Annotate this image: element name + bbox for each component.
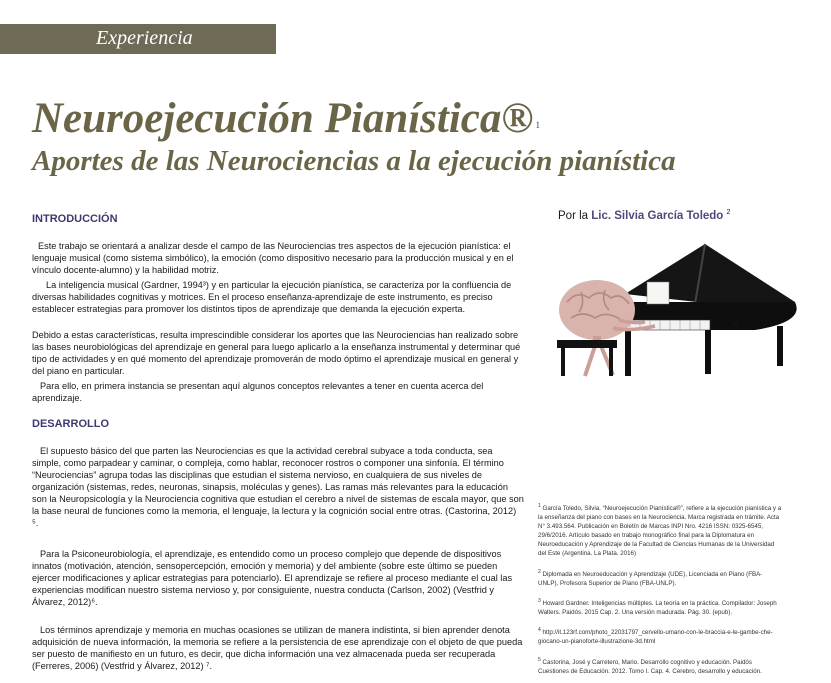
- intro-paragraph-4: Para ello, en primera instancia se presentan aquí algunos conceptos relevantes a tener en cuenta acerca del aprendizaje.: [32, 381, 484, 403]
- footnote-4: [538, 626, 782, 646]
- footnote-1: [538, 502, 782, 558]
- desarrollo-paragraph-1: El supuesto básico del que parten las Neurociencias es que la actividad cerebral subyace a toda conducta, sea simple, como parpadear y caminar, o compleja, como hablar, reconocer rostros o componer una sinfonía. El término “Neurociencias” agrupa todas las disciplinas que estudian el sistema nervioso, en cualquiera de sus niveles de organización (sistemas, redes, neuronas, sinapsis, moléculas y genes). Las ramas más relevantes para la educación son la Neuropsicología y la Neurociencia cognitiva que estudian el cerebro a nivel de sistemas de escala mayor, que son la base neural de funciones como la memoria, el lenguaje, la lectura y la cognición social entre otras. (Castorina, 2012) ⁵.: [32, 446, 524, 528]
- footnote-number: 1: [538, 503, 541, 509]
- section-label: Experiencia: [96, 27, 193, 49]
- footnote-text: http://it.123rf.com/photo_22031797_cervello-umano-con-le-braccia-e-le-gambe-che-giocano-un-pianoforte-illustrazione-3d.html: [538, 629, 773, 646]
- brain-playing-piano-icon: [555, 232, 805, 382]
- title-text: Neuroejecución Pianística®: [32, 95, 534, 142]
- intro-paragraph-1: Este trabajo se orientará a analizar desde el campo de las Neurociencias tres aspectos de la ejecución pianística: el lenguaje musical (como sistema simbólico), la emoción (como dispositivo necesario para la producción musical y en el vínculo docente-alumno) y la habilidad motriz.: [32, 241, 514, 275]
- author-footnote-ref: 2: [726, 209, 731, 216]
- figure-footnote-ref: 4: [734, 322, 738, 328]
- footnote-number: 2: [538, 569, 541, 575]
- author-name: Lic. Silvia García Toledo: [591, 209, 724, 222]
- footnote-number: 4: [538, 627, 541, 633]
- footnote-text: Castorina, José y Carretero, Mario. Desarrollo cognitivo y educación. Paidós Cuestiones de Educación. 2012. Tomo I. Cap. 4. Cerebro, desarrollo y educación.: [538, 659, 762, 676]
- title-footnote-ref: 1: [535, 120, 541, 130]
- article-subtitle: Aportes de las Neurociencias a la ejecución pianística: [32, 145, 676, 177]
- desarrollo-paragraph-2: Para la Psiconeurobiología, el aprendizaje, es entendido como un proceso complejo que depende de dispositivos innatos (motivación, atención, sensopercepción, emoción y memoria) y del ambiente (sobre este último se pueden ejercer modificaciones y aplicar estrategias para potenciarlo). El aprendizaje se refiere al proceso mediante el cual las experiencias modifican nuestro sistema nervioso y, por consiguiente, nuestra conducta (Carlson, 2002) (Vestfrid y Álvarez, 2012)⁶.: [32, 549, 513, 607]
- byline-prefix: Por la: [558, 209, 589, 222]
- footnote-text: Diplomada en Neuroeducación y Aprendizaje (UDE), Licenciada en Piano (FBA-UNLP), Profesora Superior de Piano (FBA-UNLP).: [538, 571, 763, 588]
- author-byline: [558, 209, 730, 222]
- footnote-text: García Toledo, Silvia. “Neuroejecución Pianística®”, refiere a la ejecución pianística y a la enseñanza del piano con bases en la Neurociencia. Marca registrada en trámite. Acta N° 3.493.564. Publicación en Boletín de Marcas INPI Nro. 4216 ISSN: 0325-6545, 29/6/2016. Artículo basado en trabajo monográfico final para la Diplomatura en Neuroeducación y Aprendizaje de la Facultad de Ciencias Humanas de la Universidad del Este (Argentina. La Plata. 2016): [538, 505, 782, 558]
- footnote-5: [538, 656, 782, 676]
- footnote-number: 3: [538, 598, 541, 604]
- footnote-3: [538, 597, 782, 617]
- footnote-text: Howard Gardner. Inteligencias múltiples. La teoría en la práctica. Compilador: Joseph Walters. Paidós. 2015 Cap. 2. Una versión madurada. Pág. 30. (epub).: [538, 600, 777, 617]
- section-banner: [0, 24, 276, 54]
- intro-paragraph-3: Debido a estas características, resulta imprescindible considerar los aportes que las Neurociencias han realizado sobre las bases neurobiológicas del aprendizaje en general para luego aplicarlo a la enseñanza instrumental y determinar qué tipo de actividades y en qué momento del aprendizaje promoverán de modo óptimo el aprendizaje musical en general y del piano en particular.: [32, 330, 521, 376]
- desarrollo-paragraph-3: Los términos aprendizaje y memoria en muchas ocasiones se utilizan de manera indistinta, si bien aprender denota adquisición de nueva información, la memoria se refiere a la persistencia de ese aprendizaje con el objeto de que pueda ser puesto de manifiesto en un futuro, es decir, que dicha información una vez almacenada pueda ser recuperada (Ferreres, 2006) (Vestfrid y Álvarez, 2012) ⁷.: [32, 625, 523, 671]
- article-title: [32, 94, 541, 143]
- desarrollo-heading: DESARROLLO: [32, 418, 109, 430]
- footnote-number: 5: [538, 657, 541, 663]
- intro-paragraph-2: La inteligencia musical (Gardner, 1994³) y en particular la ejecución pianística, se caracteriza por la confluencia de diversas habilidades cognitivas y motrices. En el proceso enseñanza-aprendizaje de este instrumento, es preciso establecer estrategias para promover los distintos tipos de aprendizaje que demanda la ejecución experta.: [32, 280, 512, 314]
- footnote-2: [538, 568, 782, 588]
- intro-heading: INTRODUCCIÓN: [32, 213, 118, 225]
